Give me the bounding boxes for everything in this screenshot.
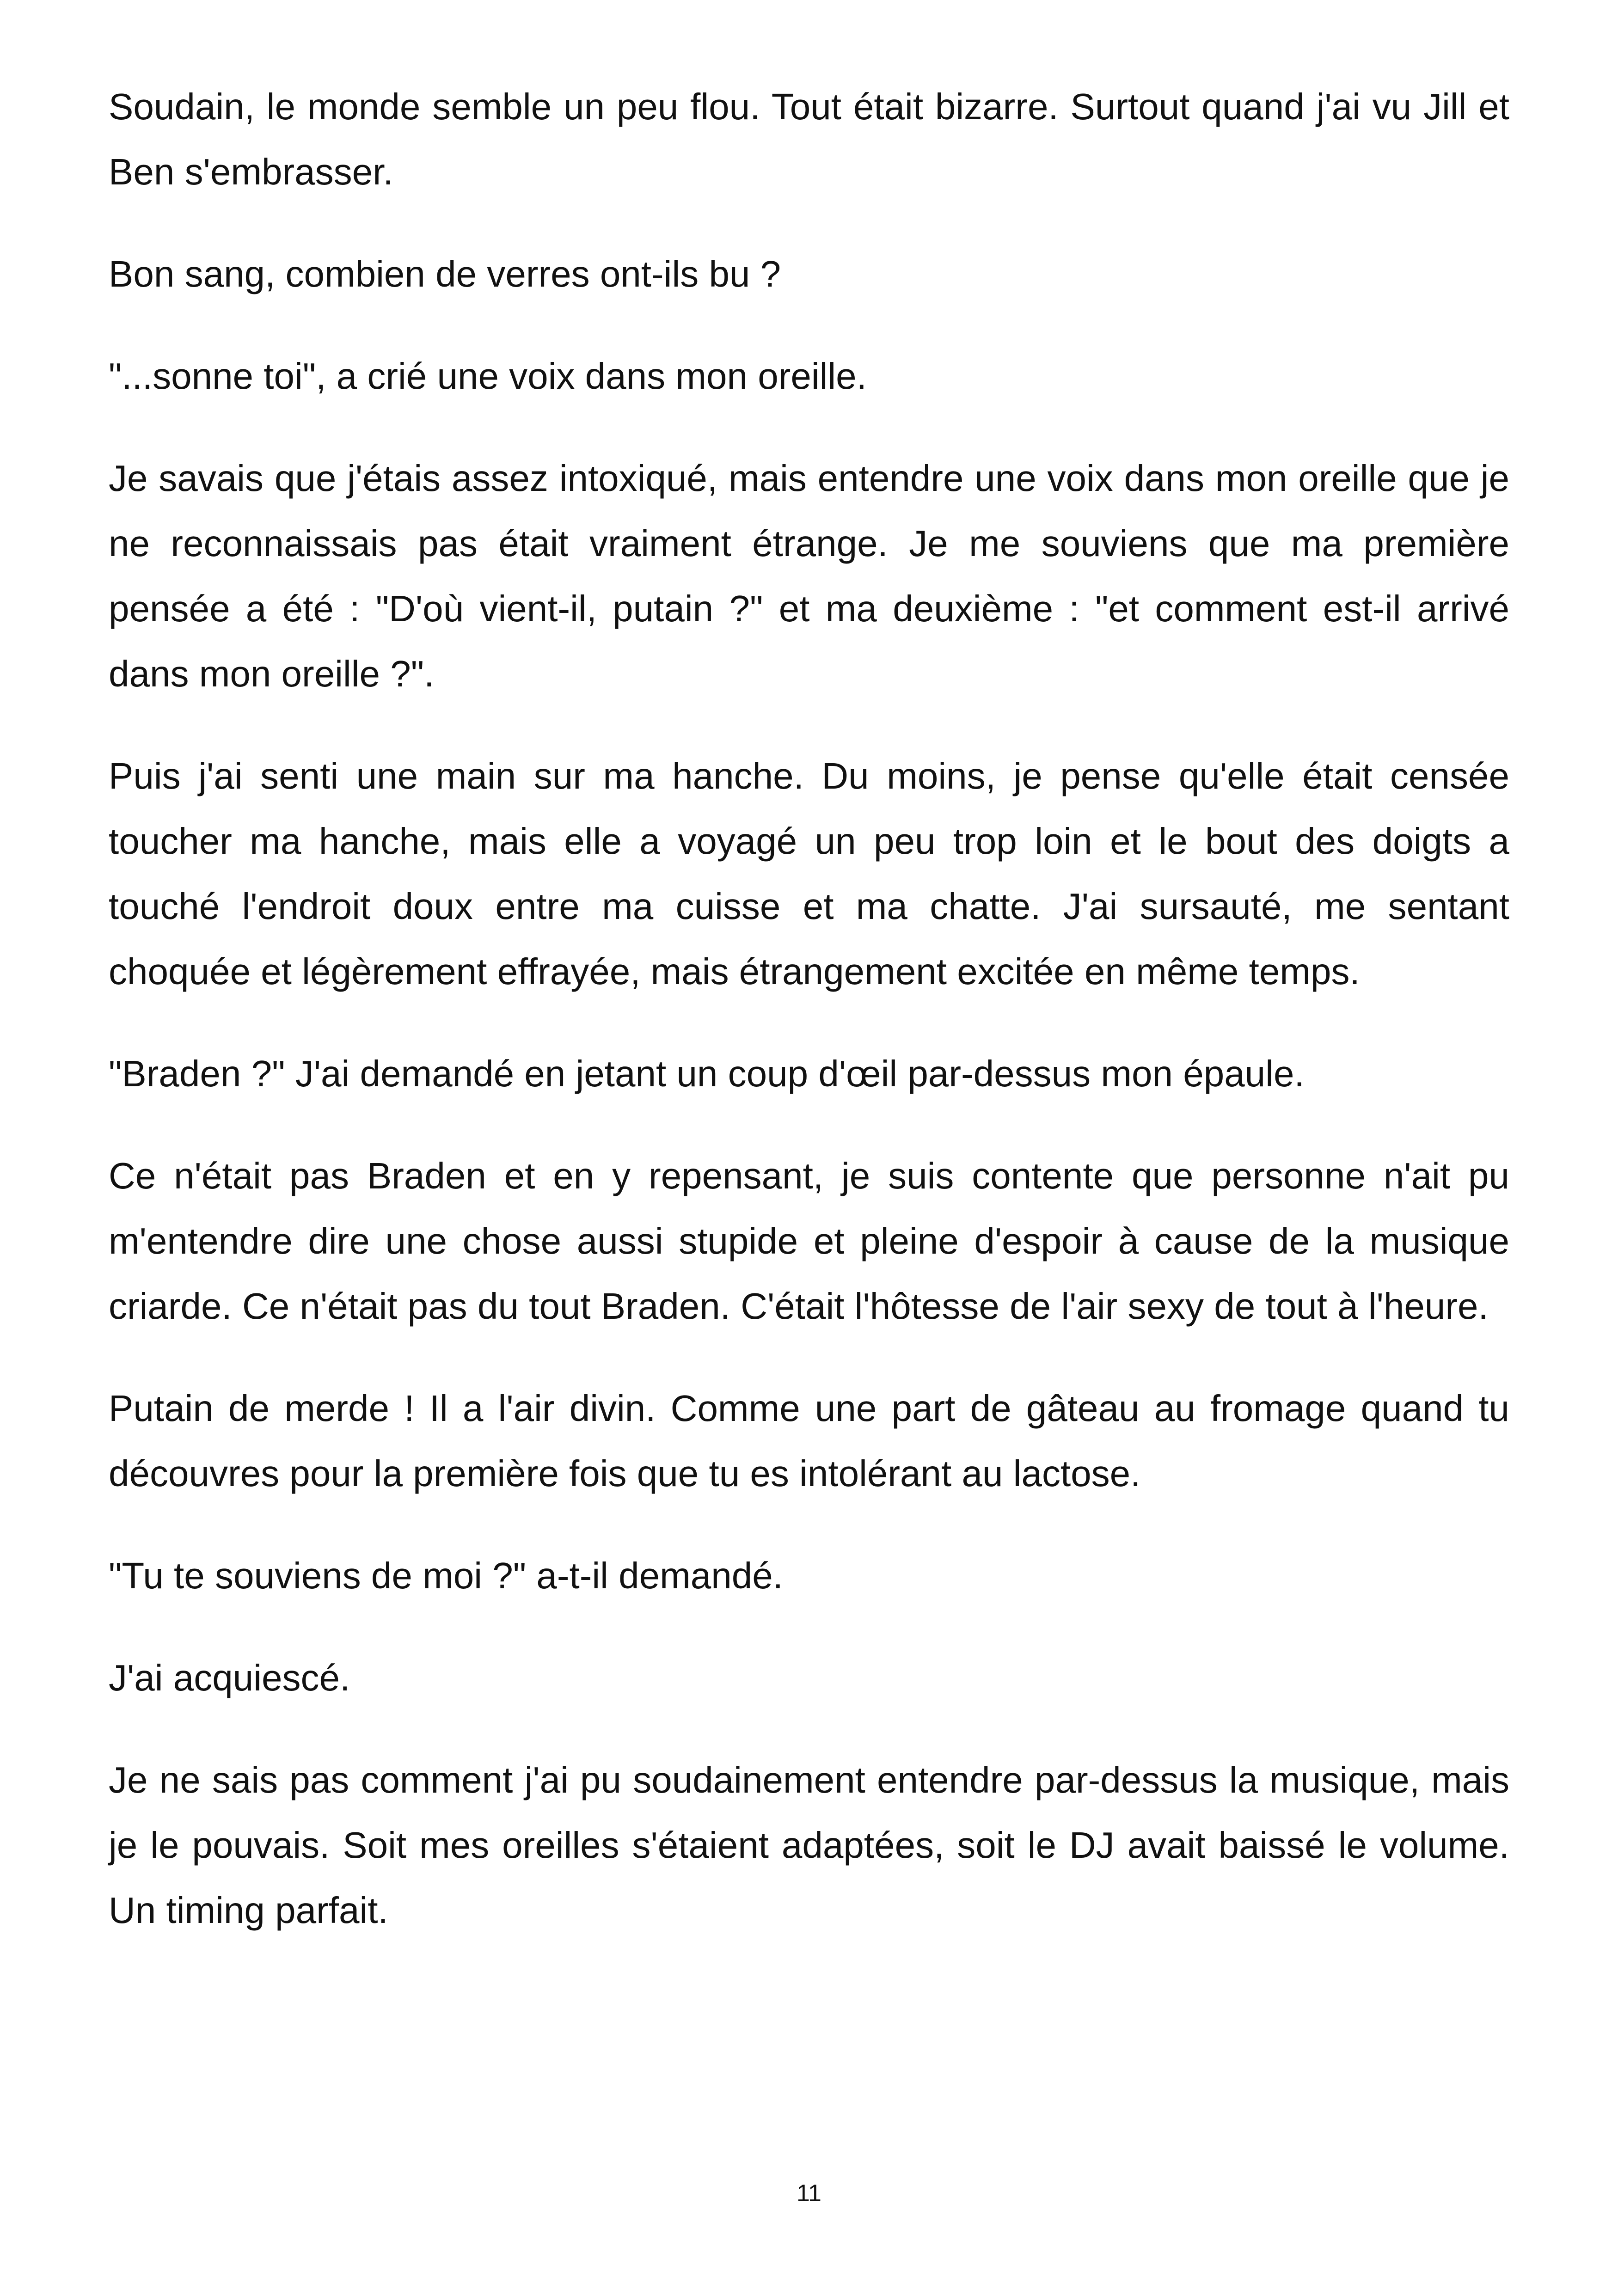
page-number: 11 (797, 2180, 821, 2207)
paragraph-8: Putain de merde ! Il a l'air divin. Comme une part de gâteau au fromage quand tu découvres pour la première fois que tu es intolérant au lactose. (109, 1388, 1509, 1494)
page-body (109, 74, 1509, 1980)
paragraph-4: Je savais que j'étais assez intoxiqué, mais entendre une voix dans mon oreille que je ne reconnaissais pas était vraiment étrange. Je me souviens que ma première pensée a été : "D'où vient-il, putain ?" et ma deuxième : "et comment est-il arrivé dans mon oreille ?". (109, 458, 1509, 694)
paragraph-9: "Tu te souviens de moi ?" a-t-il demandé. (109, 1555, 783, 1596)
paragraph-1: Soudain, le monde semble un peu flou. Tout était bizarre. Surtout quand j'ai vu Jill et Ben s'embrasser. (109, 86, 1509, 192)
paragraph-7: Ce n'était pas Braden et en y repensant, je suis contente que personne n'ait pu m'entendre dire une chose aussi stupide et pleine d'espoir à cause de la musique criarde. Ce n'était pas du tout Braden. C'était l'hôtesse de l'air sexy de tout à l'heure. (109, 1155, 1509, 1327)
paragraph-3: "...sonne toi", a crié une voix dans mon oreille. (109, 355, 867, 397)
paragraph-2: Bon sang, combien de verres ont-ils bu ? (109, 253, 781, 294)
paragraph-6: "Braden ?" J'ai demandé en jetant un coup d'œil par-dessus mon épaule. (109, 1053, 1305, 1094)
paragraph-5: Puis j'ai senti une main sur ma hanche. Du moins, je pense qu'elle était censée toucher ma hanche, mais elle a voyagé un peu trop loin et le bout des doigts a touché l'endroit doux entre ma cuisse et ma chatte. J'ai sursauté, me sentant choquée et légèrement effrayée, mais étrangement excitée en même temps. (109, 755, 1509, 992)
paragraph-10: J'ai acquiescé. (109, 1657, 350, 1698)
paragraph-11: Je ne sais pas comment j'ai pu soudainement entendre par-dessus la musique, mais je le pouvais. Soit mes oreilles s'étaient adaptées, soit le DJ avait baissé le volume. Un timing parfait. (109, 1759, 1509, 1931)
